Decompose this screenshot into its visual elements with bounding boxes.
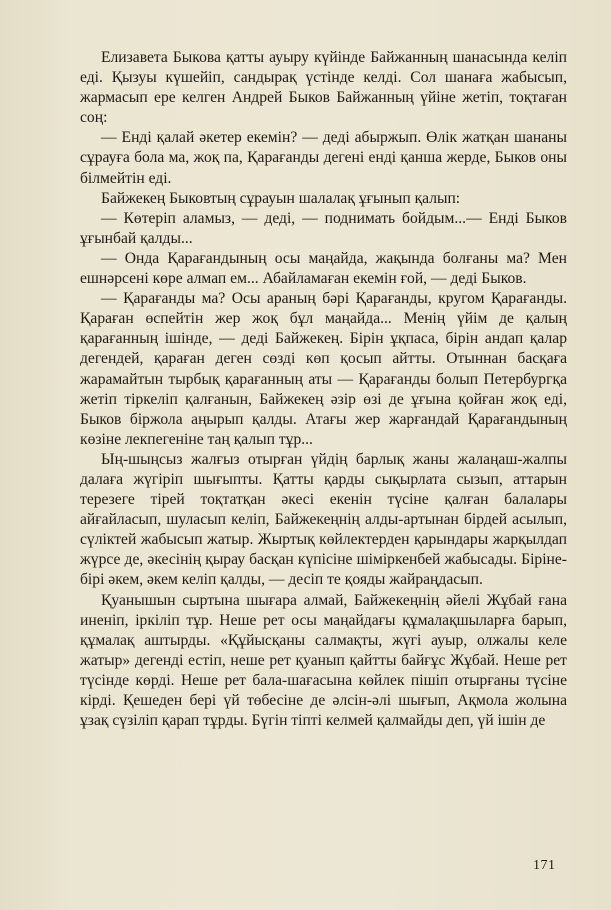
paragraph: Елизавета Быкова қатты ауыру күйінде Байжанның шанасында келіп еді. Қызуы күшейіп, сандырақ үстінде келді. Сол шанаға жабысып, жармасып ере келген Андрей Быков Байжанның үйіне жетіп, тоқтаған соң: [80, 49, 567, 127]
page-number: 171 [533, 858, 556, 873]
paragraph: Байжекең Быковтың сұрауын шалалақ ұғынып қалып: [101, 189, 461, 207]
paragraph: — Көтеріп аламыз, — деді, — поднимать бойдым...— Енді Быков ұғынбай қалды... [80, 209, 567, 247]
paragraph: — Қарағанды ма? Осы араның бәрі Қарағанды, кругом Қарағанды. Қараған өспейтін жер жоқ бұл маңайда... Менің үйім де қалың қарағанның ішінде, — деді Байжекең. Бірін ұқпаса, бірін андап қалар дегендей, қараған деген сөзді көп қосып айтты. Отыннан басқаға жарамайтын тырбық қарағанның аты — Қарағанды болып Петербургқа жетіп тіркеліп қалғанын, Байжекең әзір өзі де ұғына қойған жоқ еді, Быков біржола аңырып қалды. Атағы жер жарғандай Қарағандының көзіне лекпегеніне таң қалып тұр... [80, 290, 567, 448]
paragraph: Қуанышын сыртына шығара алмай, Байжекеңнің әйелі Жұбай ғана иненіп, іркіліп тұр. Неше рет осы маңайдағы құмалақшыларға барып, құмалақ аштырды. «Құйысқаны салмақты, жүгі ауыр, олжалы келе жатыр» дегенді естіп, неше рет қуанып қайтты байғұс Жұбай. Неше рет түсінде көрді. Неше рет бала-шағасына көйлек пішіп отырғаны түсіне кірді. Қешеден бері үй төбесіне де әлсін-әлі шығып, Ақмола жолына ұзақ сүзіліп қарап тұрды. Бүгін тіпті келмей қалмайды деп, үй ішін де [80, 591, 567, 730]
paragraph: — Енді қалай әкетер екемін? — деді абыржып. Өлік жатқан шананы сұрауға бола ма, жоқ па, Қарағанды дегені енді қанша жерде, Быков оны білмейтін еді. [80, 129, 567, 187]
body-text [80, 48, 567, 731]
paragraph: Ың-шыңсыз жалғыз отырған үйдің барлық жаны жалаңаш-жалпы далаға жүгіріп шығыпты. Қатты қарды сықырлата сызып, аттарын терезеге тірей тоқтатқан әкесі екенін түсіне қалған балалары айғайласып, шуласып келіп, Байжекеңнің алды-артынан бірдей асылып, сүліктей жабысып жатыр. Жыртық көйлектерден қарындары жарқылдап жүрсе де, әкесінің қырау басқан күпісіне шіміркенбей жабысады. Біріне-бірі әкем, әкем келіп қалды, — десіп те қояды жайраңдасып. [80, 450, 567, 589]
paragraph: — Онда Қарағандының осы маңайда, жақында болғаны ма? Мен ешнәрсені көре алмап ем... Абайламаған екемін ғой, — деді Быков. [80, 249, 567, 288]
